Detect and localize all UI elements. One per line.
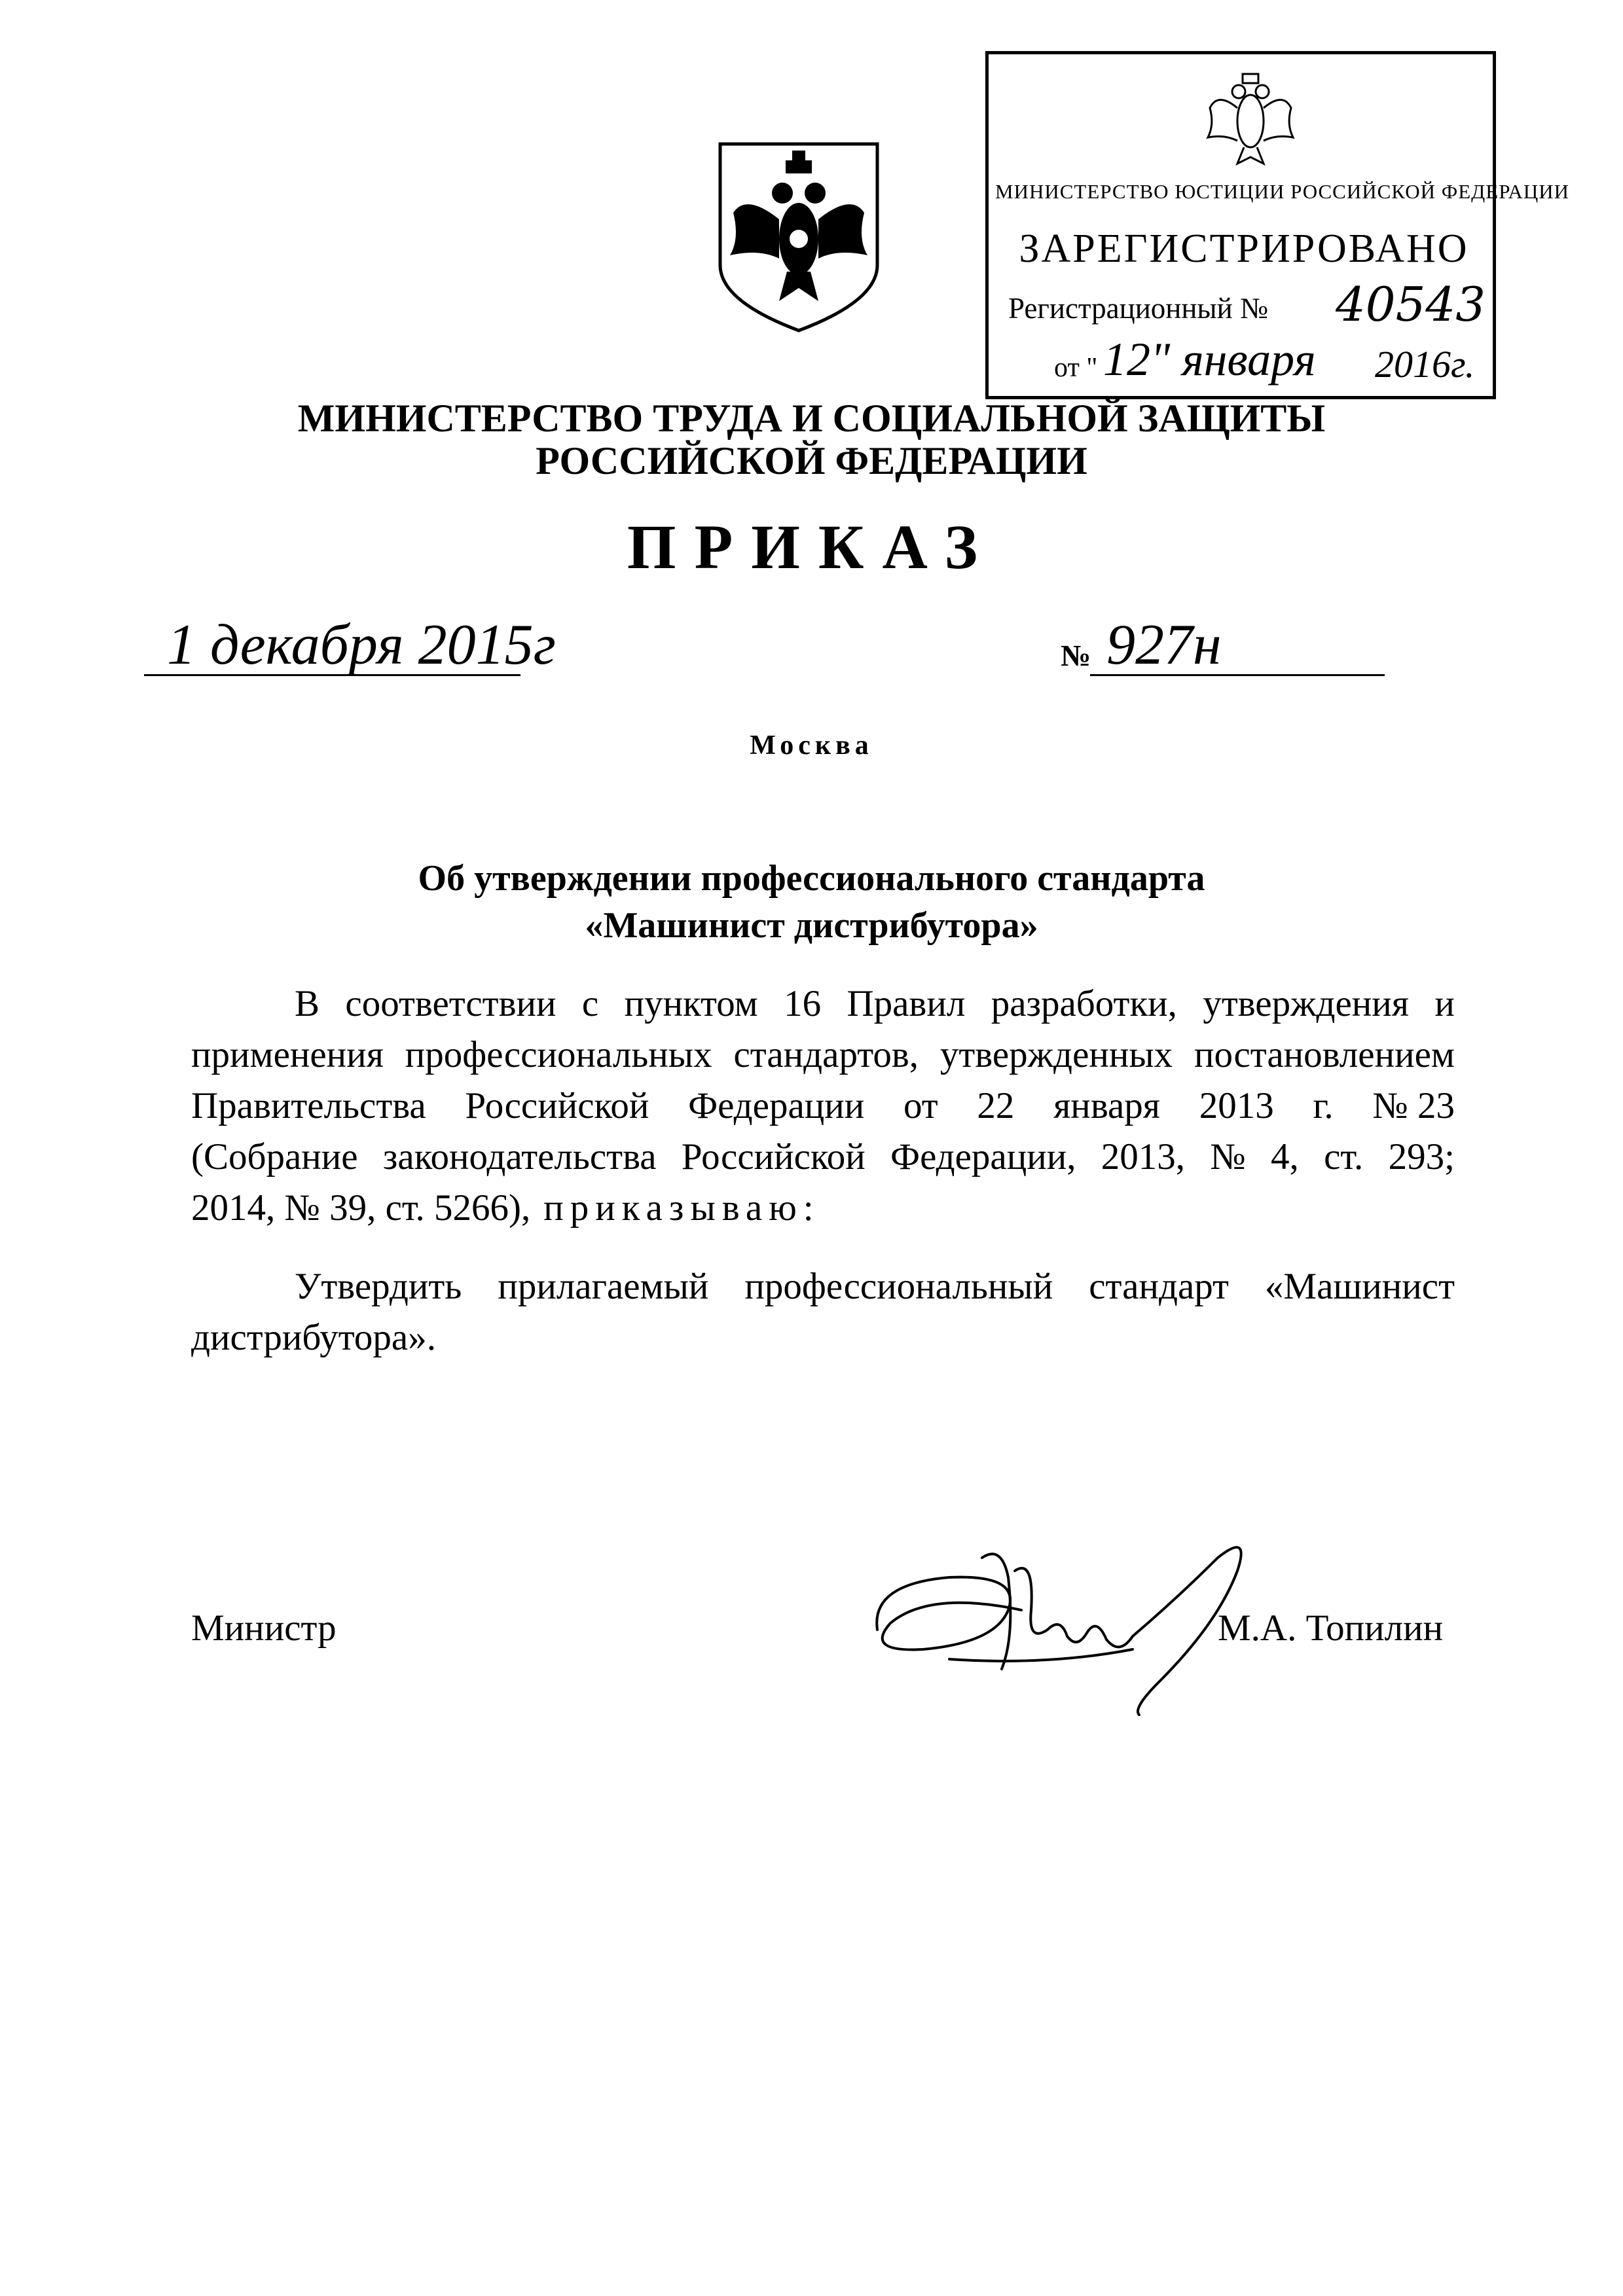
subject-line1: Об утверждении профессионального стандарта: [418, 858, 1205, 899]
word: 2013: [1199, 1085, 1274, 1126]
stamp-date: 12" января: [1103, 333, 1316, 386]
word: и: [1434, 983, 1455, 1024]
coat-of-arms-icon: [714, 141, 884, 337]
word: применения: [191, 1034, 384, 1075]
number-underline: [1090, 674, 1385, 676]
word: №: [1210, 1136, 1246, 1177]
paragraph2-line1: [295, 1268, 1455, 1305]
word: Правительства: [191, 1085, 426, 1126]
document-type-title: ПРИКАЗ: [627, 512, 996, 582]
stamp-emblem-icon: [1205, 69, 1296, 167]
stamp-reg-number: 40543: [1336, 277, 1486, 332]
word: стандарт: [1089, 1266, 1229, 1307]
paragraph1-line2: [191, 1036, 1455, 1073]
word: 22: [977, 1085, 1015, 1126]
registration-stamp: [985, 51, 1570, 399]
signatory-title: Министр: [191, 1607, 337, 1649]
order-number: 927н: [1106, 613, 1222, 677]
stamp-status: ЗАРЕГИСТРИРОВАНО: [1019, 226, 1469, 271]
stamp-year: 2016г.: [1375, 343, 1475, 386]
stamp-date-prefix: от ": [1054, 353, 1098, 383]
word: с: [581, 983, 599, 1024]
word: Российской: [465, 1085, 649, 1126]
signatory-name: М.А. Топилин: [1218, 1607, 1444, 1649]
word: разработки,: [991, 983, 1177, 1024]
word: В: [295, 983, 320, 1024]
word: № 23: [1372, 1085, 1455, 1126]
word: соответствии: [345, 983, 556, 1024]
paragraph1-line3: [191, 1087, 1455, 1124]
date-underline: [144, 674, 520, 676]
word: профессиональных: [405, 1034, 712, 1075]
city-name: Москва: [750, 730, 873, 761]
word: пунктом: [624, 983, 758, 1024]
word: «Машинист: [1264, 1266, 1455, 1307]
word: 2013,: [1101, 1136, 1186, 1177]
word: 2014, № 39, ст. 5266),: [191, 1187, 531, 1229]
order-date: 1 декабря 2015г: [167, 613, 556, 677]
subject-line2: «Машинист дистрибутора»: [585, 905, 1038, 946]
word: г.: [1313, 1085, 1334, 1126]
paragraph1-line5: [191, 1189, 1455, 1227]
word: Федерации,: [890, 1136, 1076, 1177]
word: Федерации: [688, 1085, 865, 1126]
word: утвержденных: [939, 1034, 1173, 1075]
paragraph1-line4: [191, 1138, 1455, 1175]
word: Правил: [847, 983, 966, 1024]
word: стандартов,: [733, 1034, 919, 1075]
word: 293;: [1388, 1136, 1455, 1177]
word: Российской: [681, 1136, 866, 1177]
word: Утвердить: [295, 1266, 462, 1307]
word: постановлением: [1194, 1034, 1455, 1075]
stamp-ministry-name: МИНИСТЕРСТВО ЮСТИЦИИ РОССИЙСКОЙ ФЕДЕРАЦИИ: [995, 180, 1570, 203]
word: профессиональный: [744, 1266, 1053, 1307]
word: от: [903, 1085, 938, 1126]
word-spaced: приказываю:: [543, 1187, 820, 1229]
word: дистрибутора».: [191, 1317, 436, 1358]
word: января: [1053, 1085, 1160, 1126]
word: 4,: [1271, 1136, 1299, 1177]
word: законодательства: [382, 1136, 657, 1177]
order-number-label: №: [1061, 639, 1091, 672]
word: 16: [784, 983, 822, 1024]
word: (Собрание: [191, 1136, 358, 1177]
word: прилагаемый: [498, 1266, 709, 1307]
ministry-name-line2: РОССИЙСКОЙ ФЕДЕРАЦИИ: [536, 439, 1087, 482]
paragraph2-line2: [191, 1319, 1455, 1356]
paragraph1-line1: [295, 985, 1455, 1022]
word: утверждения: [1203, 983, 1410, 1024]
ministry-name-line1: МИНИСТЕРСТВО ТРУДА И СОЦИАЛЬНОЙ ЗАЩИТЫ: [297, 397, 1326, 440]
stamp-reg-number-label: Регистрационный №: [1008, 292, 1268, 325]
word: ст.: [1324, 1136, 1364, 1177]
